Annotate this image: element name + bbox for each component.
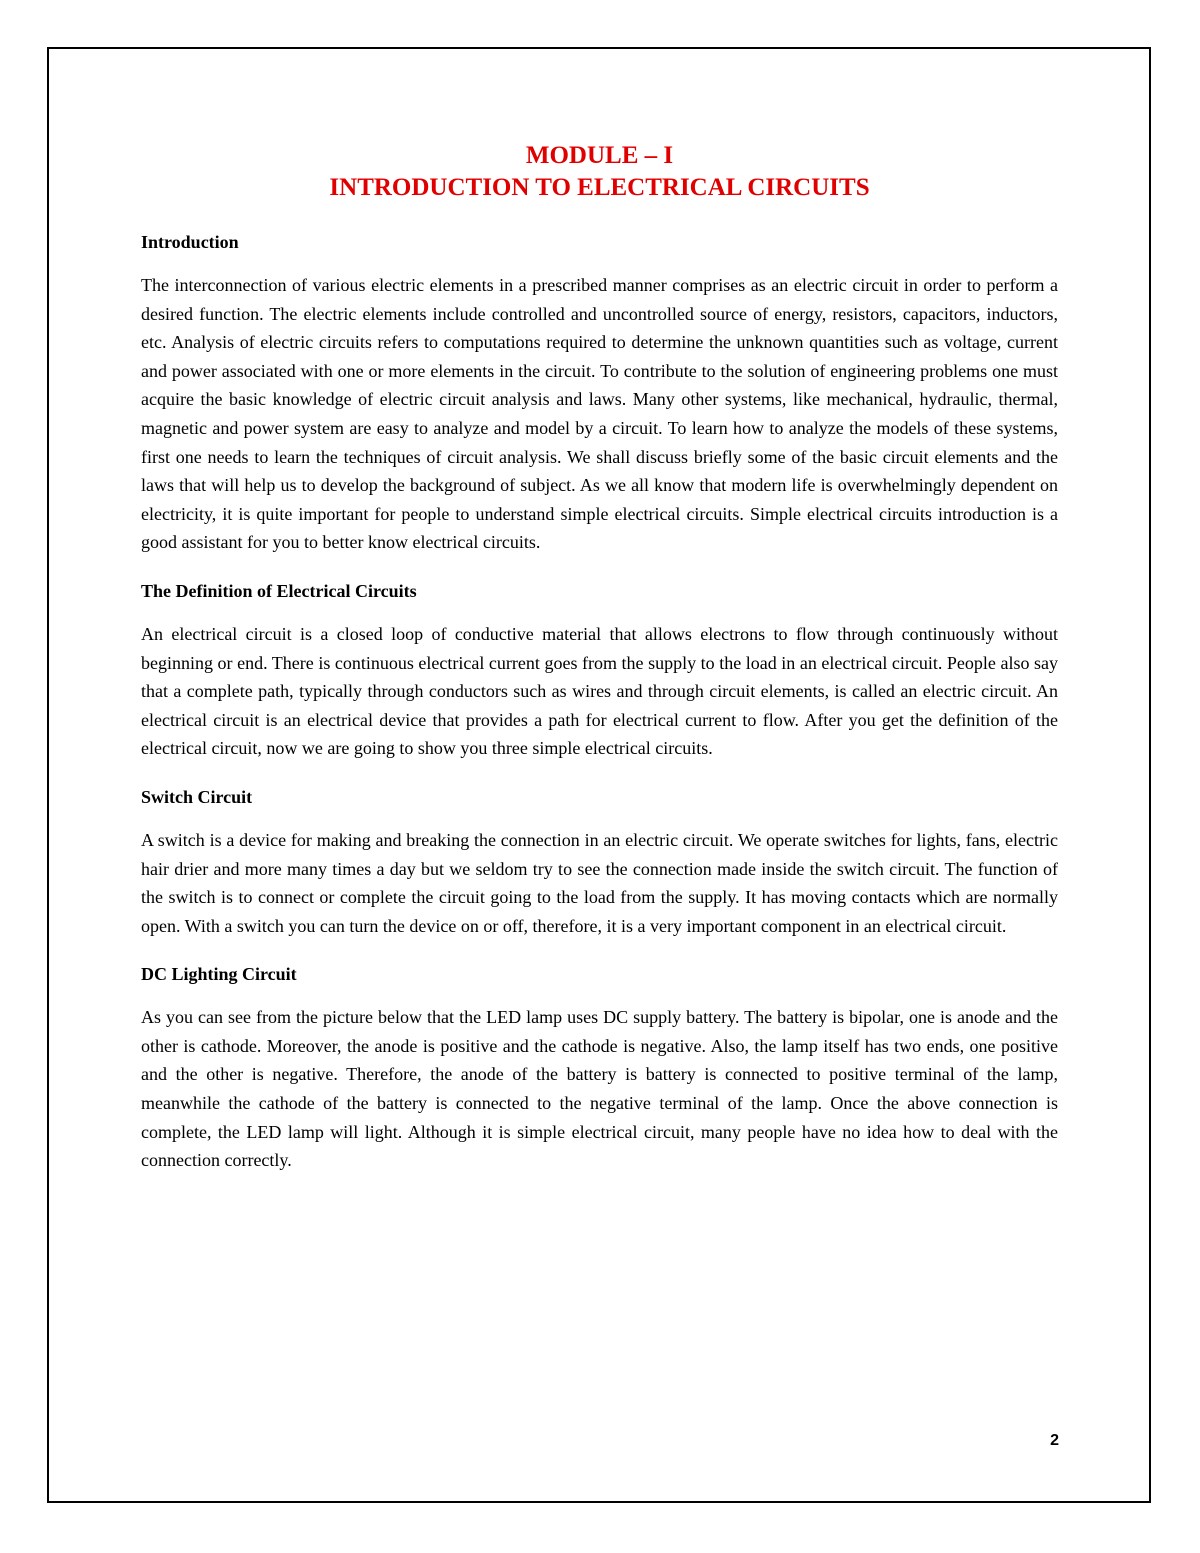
section-heading-introduction: Introduction <box>141 232 239 252</box>
module-title-line1: MODULE – I <box>525 142 674 169</box>
section-heading-definition: The Definition of Electrical Circuits <box>141 580 417 601</box>
section-heading-dc-lighting: DC Lighting Circuit <box>141 964 297 985</box>
page-number: 2 <box>1050 1432 1059 1449</box>
module-title-line2: INTRODUCTION TO ELECTRICAL CIRCUITS <box>329 174 870 201</box>
section-body-introduction: The interconnection of various electric elements in a prescribed manner comprises as an electric circuit in order to perform a desired function. The electric elements include controlled and uncontrolled source of energy, resistors, capacitors, inductors, etc. Analysis of electric circuits refers to computations required to determine the unknown quantities such as voltage, current and power associated with one or more elements in the circuit. To contribute to the solution of engineering problems one must acquire the basic knowledge of electric circuit analysis and laws. Many other systems, like mechanical, hydraulic, thermal, magnetic and power system are easy to analyze and model by a circuit. To learn how to analyze the models of these systems, first one needs to learn the techniques of circuit analysis. We shall discuss briefly some of the basic circuit elements and the laws that will help us to develop the background of subject. As we all know that modern life is overwhelmingly dependent on electricity, it is quite important for people to understand simple electrical circuits. Simple electrical circuits introduction is a good assistant for you to better know electrical circuits. <box>141 275 1058 553</box>
section-body-switch-circuit: A switch is a device for making and breaking the connection in an electric circuit. We operate switches for lights, fans, electric hair drier and more many times a day but we seldom try to see the connection made inside the switch circuit. The function of the switch is to connect or complete the circuit going to the load from the supply. It has moving contacts which are normally open. With a switch you can turn the device on or off, therefore, it is a very important component in an electrical circuit. <box>141 829 1058 936</box>
section-body-definition: An electrical circuit is a closed loop of conductive material that allows electrons to flow through continuously without beginning or end. There is continuous electrical current goes from the supply to the load in an electrical circuit. People also say that a complete path, typically through conductors such as wires and through circuit elements, is called an electric circuit. An electrical circuit is an electrical device that provides a path for electrical current to flow. After you get the definition of the electrical circuit, now we are going to show you three simple electrical circuits. <box>141 623 1058 759</box>
section-heading-switch-circuit: Switch Circuit <box>141 786 253 807</box>
module-title <box>141 140 1058 204</box>
section-body-dc-lighting: As you can see from the picture below that the LED lamp uses DC supply battery. The battery is bipolar, one is anode and the other is cathode. Moreover, the anode is positive and the cathode is negative. Also, the lamp itself has two ends, one positive and the other is negative. Therefore, the anode of the battery is battery is connected to positive terminal of the lamp, meanwhile the cathode of the battery is connected to the negative terminal of the lamp. Once the above connection is complete, the LED lamp will light. Although it is simple electrical circuit, many people have no idea how to deal with the connection correctly. <box>141 1007 1058 1171</box>
document-content <box>141 140 1058 1175</box>
